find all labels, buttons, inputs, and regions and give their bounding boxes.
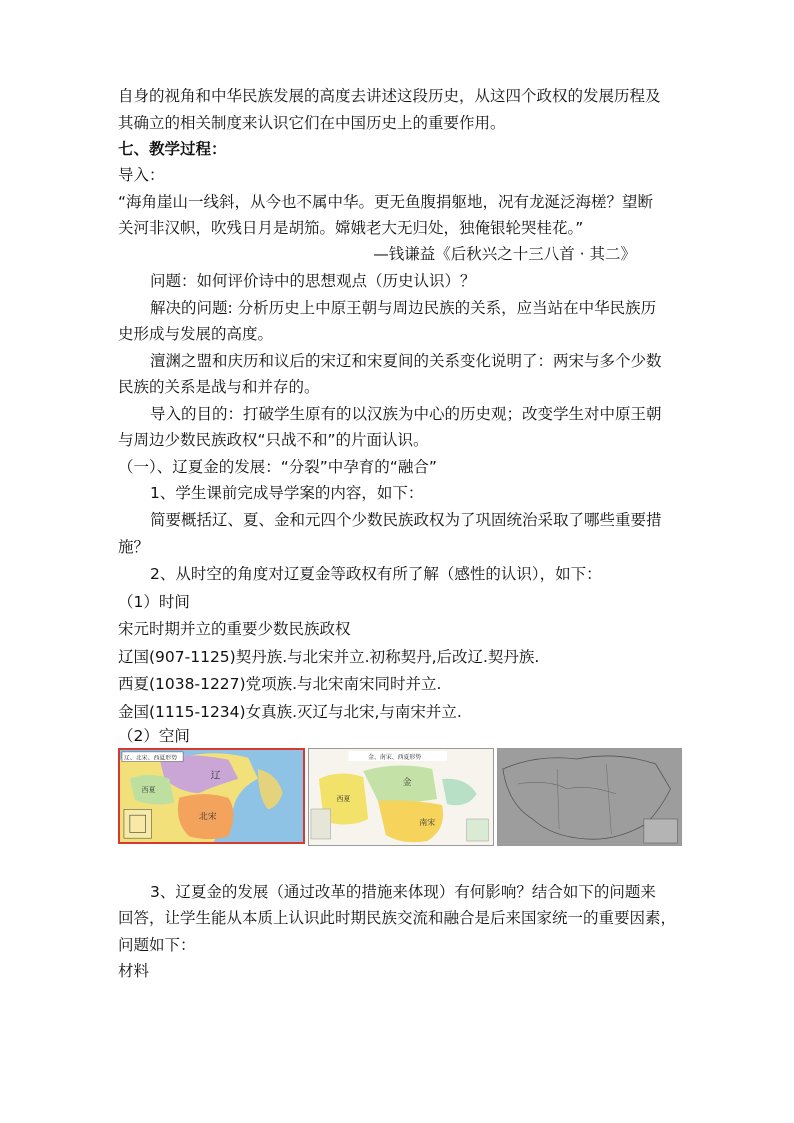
map2-jin-label: 金 [402,777,412,789]
paragraph-line: 3、辽夏金的发展（通过改革的措施来体现）有何影响？结合如下的问题来 [150,883,656,901]
paragraph-line: 自身的视角和中华民族发展的高度去讲述这段历史，从这四个政权的发展历程及 [118,87,661,105]
map1-xia-label: 西夏 [141,786,156,795]
paragraph-line: 导入的目的：打破学生原有的以汉族为中心的历史观；改变学生对中原王朝 [150,405,662,423]
sub-label: （1）时间 [118,593,190,611]
map-liao-song-xia [118,748,305,844]
list-item: 1、学生课前完成导学案的内容，如下： [150,484,424,502]
map-images-row [118,748,682,844]
map2-song-label: 南宋 [419,817,436,828]
map2-title: 金、南宋、西夏形势 [368,753,422,762]
question-line: 问题：如何评价诗中的思想观点（历史认识）？ [150,272,476,290]
paragraph-line: 史形成与发展的高度。 [118,325,274,343]
sub-label: （2）空间 [118,727,190,745]
map-jin-song-xia [308,748,493,846]
paragraph-line: 西夏(1038-1227)党项族.与北宋南宋同时并立. [118,675,442,693]
section-heading: 七、教学过程： [118,140,227,158]
poem-line: “海角崖山一线斜，从今也不属中华。更无鱼腹捐躯地，况有龙涎泛海槎？望断 [118,193,654,211]
paragraph-line: 民族的关系是战与和并存的。 [118,378,320,396]
map2-xia-label: 西夏 [336,794,351,804]
paragraph-line: 澶渊之盟和庆历和议后的宋辽和宋夏间的关系变化说明了：两宋与多个少数 [150,352,662,370]
list-item: 2、从时空的角度对辽夏金等政权有所了解（感性的认识），如下： [150,565,602,583]
poem-source: —钱谦益《后秋兴之十三八首 · 其二》 [373,245,636,263]
map1-song-label: 北宋 [198,812,217,822]
map1-liao-label: 辽 [210,770,221,782]
paragraph-line: 其确立的相关制度来认识它们在中国历史上的重要作用。 [118,114,506,132]
paragraph-line: 辽国(907-1125)契丹族.与北宋并立.初称契丹,后改辽.契丹族. [118,648,540,666]
paragraph-line: 施？ [118,538,150,556]
intro-label: 导入： [118,166,165,184]
subsection-heading: （一）、辽夏金的发展：“分裂”中孕育的“融合” [118,458,437,476]
paragraph-line: 宋元时期并立的重要少数民族政权 [118,620,351,638]
paragraph-line: 简要概括辽、夏、金和元四个少数民族政权为了巩固统治采取了哪些重要措 [150,511,662,529]
material-label: 材料 [118,962,150,980]
paragraph-line: 回答，让学生能从本质上认识此时期民族交流和融合是后来国家统一的重要因素， [118,909,677,927]
paragraph-line: 解决的问题: 分析历史上中原王朝与周边民族的关系，应当站在中华民族历 [150,299,657,317]
map-blank-outline [497,748,682,846]
paragraph-line: 金国(1115-1234)女真族.灭辽与北宋,与南宋并立. [118,703,462,721]
paragraph-line: 与周边少数民族政权“只战不和”的片面认识。 [118,431,429,449]
paragraph-line: 问题如下： [118,936,196,954]
map1-title: 辽、北宋、西夏形势 [123,755,178,762]
poem-line: 关河非汉帜，吹残日月是胡笳。嫦娥老大无归处，独俺银轮哭桂花。” [118,219,584,237]
